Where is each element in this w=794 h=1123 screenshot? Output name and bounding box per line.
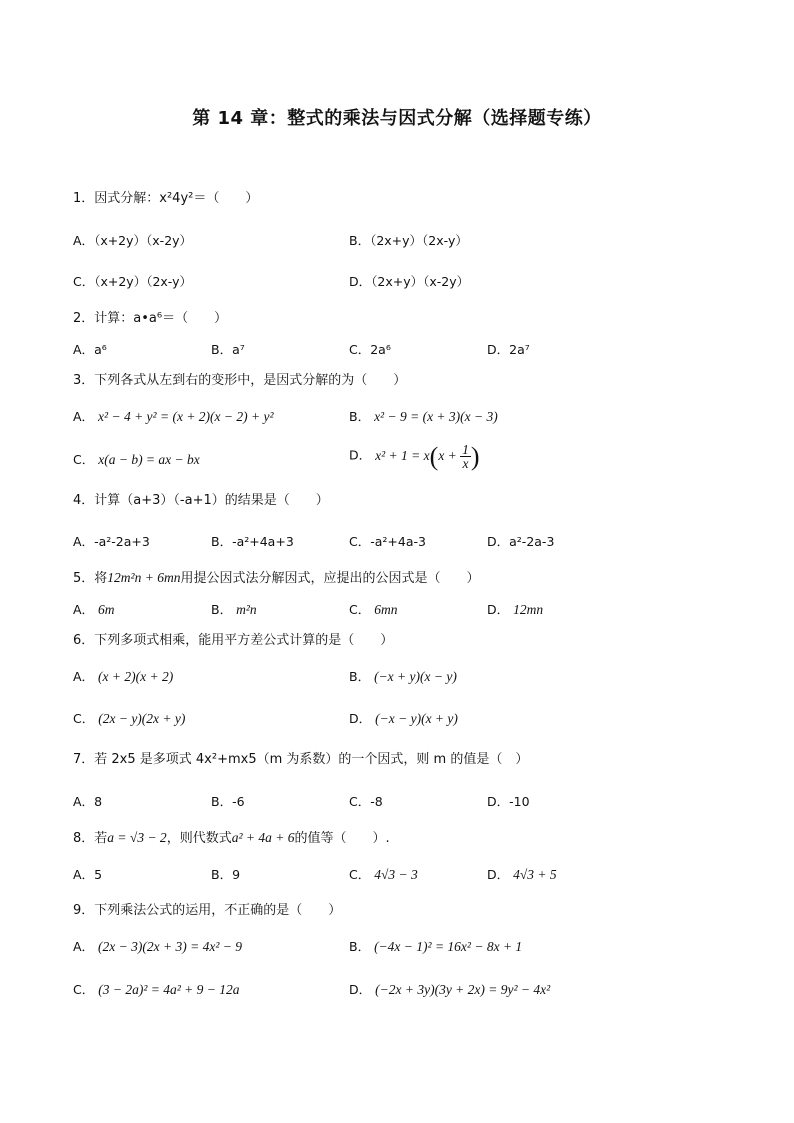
question-stem: 下列乘法公式的运用，不正确的是（ ） <box>94 903 342 918</box>
option-text: （2x+y）（2x-y） <box>370 233 468 248</box>
question-number: 7． <box>73 752 95 767</box>
option-label: B． <box>349 669 371 684</box>
option-label: A． <box>73 233 95 248</box>
option-label: C． <box>349 867 371 882</box>
option-math: 12mn <box>513 602 544 617</box>
option-text: -10 <box>509 794 530 809</box>
option-label: B． <box>211 342 233 357</box>
option-label: D． <box>487 602 510 617</box>
option-math: 4√3 − 3 <box>374 867 418 882</box>
option-text: -a²-2a+3 <box>94 534 150 549</box>
question-stem: 计算（a+3）（-a+1）的结果是（ ） <box>94 493 329 508</box>
option-math: (−4x − 1)² = 16x² − 8x + 1 <box>374 939 523 954</box>
question-number: 2． <box>73 311 95 326</box>
option-math: (x + 2)(x + 2) <box>98 669 174 684</box>
option-4a <box>73 534 150 550</box>
option-1c <box>73 274 192 290</box>
option-9c <box>73 982 240 998</box>
option-math: x² − 9 = (x + 3)(x − 3) <box>374 409 498 424</box>
option-1a <box>73 233 192 249</box>
option-7c <box>349 794 383 810</box>
question-number: 6． <box>73 633 95 648</box>
page-title: 第 14 章：整式的乘法与因式分解（选择题专练） <box>192 108 602 129</box>
option-2a <box>73 342 107 358</box>
option-label: D． <box>349 711 372 726</box>
option-2c <box>349 342 391 358</box>
option-math: 6mn <box>374 602 398 617</box>
option-4d <box>487 534 554 550</box>
option-5c <box>349 602 397 618</box>
option-label: D． <box>349 447 372 463</box>
option-label: B． <box>349 939 371 954</box>
question-2 <box>73 311 227 327</box>
question-number: 8． <box>73 831 95 846</box>
stem-text: 若 <box>94 831 108 846</box>
option-2b <box>211 342 245 358</box>
option-4c <box>349 534 426 550</box>
option-label: D． <box>487 867 510 882</box>
option-math: (−x − y)(x + y) <box>375 711 458 726</box>
stem-text: 用提公因式法分解因式，应提出的公因式是（ ） <box>180 571 480 586</box>
option-5b <box>211 602 257 618</box>
option-label: A． <box>73 794 95 809</box>
option-math: (3 − 2a)² = 4a² + 9 − 12a <box>98 982 240 997</box>
option-label: B． <box>349 409 371 424</box>
option-8a <box>73 867 102 883</box>
option-label: A． <box>73 669 95 684</box>
option-9a <box>73 939 242 955</box>
stem-text: ，则代数式 <box>166 831 232 846</box>
option-text: -a²+4a-3 <box>370 534 426 549</box>
option-math: x² − 4 + y² = (x + 2)(x − 2) + y² <box>98 409 274 424</box>
option-9d <box>349 982 550 998</box>
option-8c <box>349 867 418 883</box>
option-text: 2a⁶ <box>370 342 391 357</box>
option-label: A． <box>73 939 95 954</box>
option-math <box>375 441 480 471</box>
option-text: a⁶ <box>94 342 107 357</box>
option-label: C． <box>73 711 95 726</box>
option-math: x(a − b) = ax − bx <box>98 452 200 467</box>
option-math: 4√3 + 5 <box>513 867 557 882</box>
question-4 <box>73 493 329 509</box>
option-label: C． <box>73 452 95 467</box>
option-1b <box>349 233 468 249</box>
option-1d <box>349 274 469 290</box>
option-3c <box>73 452 200 468</box>
option-5a <box>73 602 115 618</box>
option-label: D． <box>349 982 372 997</box>
option-text: 2a⁷ <box>509 342 530 357</box>
question-stem: 因式分解：x²4y²＝（ ） <box>94 191 259 206</box>
option-label: D． <box>349 274 372 289</box>
option-label: A． <box>73 409 95 424</box>
option-text: （x+2y）（2x-y） <box>94 274 192 289</box>
option-text: -a²+4a+3 <box>232 534 294 549</box>
question-stem: 下列多项式相乘，能用平方差公式计算的是（ ） <box>94 633 394 648</box>
option-9b <box>349 939 522 955</box>
option-text: （x+2y）（x-2y） <box>94 233 193 248</box>
option-text: 9 <box>232 867 241 882</box>
option-label: B． <box>211 534 233 549</box>
question-1 <box>73 191 258 207</box>
right-paren: ) <box>470 441 480 471</box>
stem-math: a² + 4a + 6 <box>231 830 295 845</box>
option-3d <box>349 443 480 470</box>
math-prefix: x² + 1 = x <box>375 447 430 463</box>
option-6c <box>73 711 185 727</box>
question-number: 3． <box>73 373 95 388</box>
option-text: 8 <box>94 794 103 809</box>
question-8 <box>73 830 390 847</box>
option-4b <box>211 534 294 550</box>
question-number: 9． <box>73 903 95 918</box>
option-label: A． <box>73 534 95 549</box>
option-8b <box>211 867 240 883</box>
option-label: B． <box>349 233 371 248</box>
stem-math: a = √3 − 2 <box>107 830 167 845</box>
option-7a <box>73 794 102 810</box>
option-3b <box>349 409 498 425</box>
option-text: a⁷ <box>232 342 245 357</box>
question-6 <box>73 633 393 649</box>
option-label: C． <box>73 274 95 289</box>
option-math: (2x − y)(2x + y) <box>98 711 186 726</box>
option-math: 6m <box>98 602 115 617</box>
fraction-numerator: 1 <box>462 442 469 457</box>
left-paren: ( <box>429 441 439 471</box>
option-6b <box>349 669 457 685</box>
option-7d <box>487 794 530 810</box>
option-label: C． <box>349 794 371 809</box>
fraction-denominator: x <box>462 456 469 471</box>
fraction <box>460 443 471 470</box>
option-text: 5 <box>94 867 103 882</box>
option-label: B． <box>211 867 233 882</box>
option-label: B． <box>211 794 233 809</box>
stem-text: 的值等（ ）. <box>294 831 390 846</box>
option-label: D． <box>487 342 510 357</box>
option-math: (−2x + 3y)(3y + 2x) = 9y² − 4x² <box>375 982 551 997</box>
option-label: C． <box>73 982 95 997</box>
math-inner: x + <box>438 447 461 463</box>
option-6d <box>349 711 458 727</box>
option-8d <box>487 867 557 883</box>
option-7b <box>211 794 245 810</box>
question-stem: 若 2x5 是多项式 4x²+mx5（m 为系数）的一个因式，则 m 的值是（ ） <box>94 752 529 767</box>
stem-math: 12m²n + 6mn <box>107 570 181 585</box>
question-stem: 下列各式从左到右的变形中，是因式分解的为（ ） <box>94 373 407 388</box>
question-stem: 计算：a•a⁶＝（ ） <box>94 311 228 326</box>
option-2d <box>487 342 530 358</box>
option-text: a²-2a-3 <box>509 534 555 549</box>
question-number: 4． <box>73 493 95 508</box>
question-number: 1． <box>73 191 95 206</box>
question-5 <box>73 570 479 587</box>
option-text: -8 <box>370 794 383 809</box>
option-text: （2x+y）（x-2y） <box>371 274 470 289</box>
stem-text: 将 <box>94 571 108 586</box>
option-label: D． <box>487 794 510 809</box>
question-7 <box>73 752 528 768</box>
option-math: m²n <box>236 602 257 617</box>
option-label: C． <box>349 342 371 357</box>
option-3a <box>73 409 274 425</box>
question-3 <box>73 373 406 389</box>
option-label: A． <box>73 867 95 882</box>
option-math: (2x − 3)(2x + 3) = 4x² − 9 <box>98 939 242 954</box>
option-6a <box>73 669 173 685</box>
question-number: 5． <box>73 571 95 586</box>
option-label: B． <box>211 602 233 617</box>
option-label: D． <box>487 534 510 549</box>
option-5d <box>487 602 543 618</box>
option-text: -6 <box>232 794 245 809</box>
option-label: A． <box>73 342 95 357</box>
option-label: A． <box>73 602 95 617</box>
question-9 <box>73 903 341 919</box>
option-label: C． <box>349 534 371 549</box>
option-math: (−x + y)(x − y) <box>374 669 457 684</box>
option-label: C． <box>349 602 371 617</box>
